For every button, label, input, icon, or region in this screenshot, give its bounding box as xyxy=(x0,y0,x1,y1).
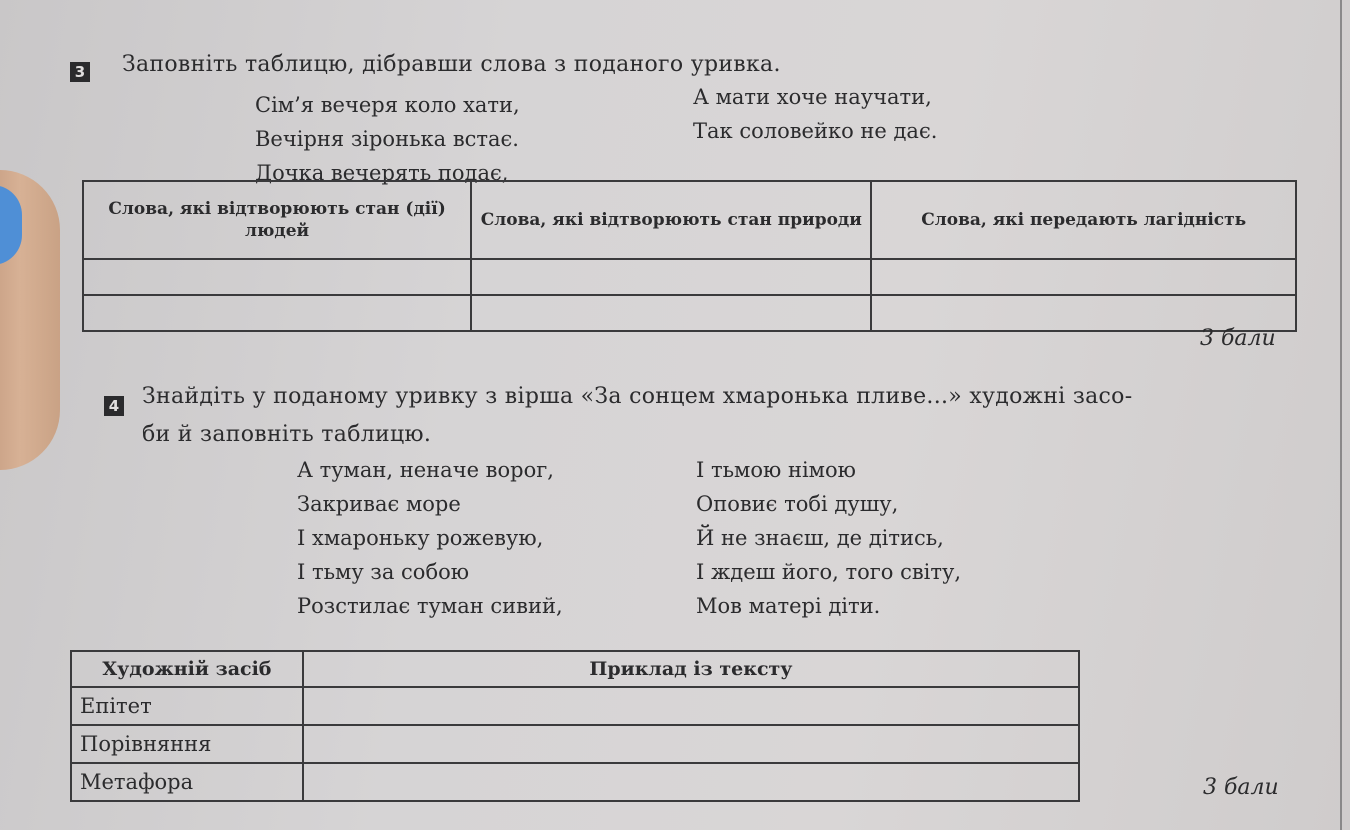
poem-line: Розстилає туман сивий, xyxy=(297,594,563,618)
poem-line: Оповиє тобі душу, xyxy=(696,492,899,516)
poem-line: Закриває море xyxy=(297,492,461,516)
poem-line: Мов матері діти. xyxy=(696,594,881,618)
task3-answer-cell[interactable] xyxy=(83,295,471,331)
poem-line: Сім’я вечеря коло хати, xyxy=(255,93,520,117)
task4-number-badge: 4 xyxy=(104,396,124,416)
task3-table xyxy=(82,180,1297,332)
poem-line: А мати хоче научати, xyxy=(693,85,932,109)
task3-header-people: Слова, які відтворюють стан (дії) людей xyxy=(83,181,471,259)
task4-table xyxy=(70,650,1080,802)
task4-header-example: Приклад із тексту xyxy=(303,651,1079,687)
task4-row-metaphor: Метафора xyxy=(71,763,303,801)
task4-answer-cell[interactable] xyxy=(303,763,1079,801)
task4-instruction-line1: Знайдіть у поданому уривку з вірша «За сонцем хмаронька пливе...» художні засо- xyxy=(142,384,1133,409)
task3-instruction: Заповніть таблицю, дібравши слова з поданого уривка. xyxy=(122,52,781,77)
task3-header-nature: Слова, які відтворюють стан природи xyxy=(471,181,871,259)
poem-line: Дочка вечерять подає, xyxy=(255,161,509,185)
task3-answer-cell[interactable] xyxy=(471,259,871,295)
task3-poem-right xyxy=(693,80,937,148)
task4-poem-left xyxy=(297,453,563,623)
task3-answer-cell[interactable] xyxy=(83,259,471,295)
poem-line: Й не знаєш, де дітись, xyxy=(696,526,944,550)
poem-line: Так соловейко не дає. xyxy=(693,119,938,143)
task4-header-device: Художній засіб xyxy=(71,651,303,687)
task4-answer-cell[interactable] xyxy=(303,725,1079,763)
task3-answer-cell[interactable] xyxy=(471,295,871,331)
task3-poem-left xyxy=(255,88,520,190)
poem-line: І хмароньку рожевую, xyxy=(297,526,544,550)
task4-poem-right xyxy=(696,453,961,623)
task3-answer-cell[interactable] xyxy=(871,259,1296,295)
poem-line: І ждеш його, того світу, xyxy=(696,560,962,584)
task4-answer-cell[interactable] xyxy=(303,687,1079,725)
task4-points: 3 бали xyxy=(1203,775,1279,800)
poem-line: А туман, неначе ворог, xyxy=(297,458,554,482)
task4-instruction-line2: би й заповніть таблицю. xyxy=(142,422,432,447)
task3-header-tenderness: Слова, які передають лагідність xyxy=(871,181,1296,259)
task3-number-badge: 3 xyxy=(70,62,90,82)
poem-line: Вечірня зіронька встає. xyxy=(255,127,519,151)
poem-line: І тьмою німою xyxy=(696,458,856,482)
page-edge xyxy=(1340,0,1342,830)
task4-row-comparison: Порівняння xyxy=(71,725,303,763)
task3-points: 3 бали xyxy=(1200,326,1276,351)
poem-line: І тьму за собою xyxy=(297,560,470,584)
task4-row-epithet: Епітет xyxy=(71,687,303,725)
